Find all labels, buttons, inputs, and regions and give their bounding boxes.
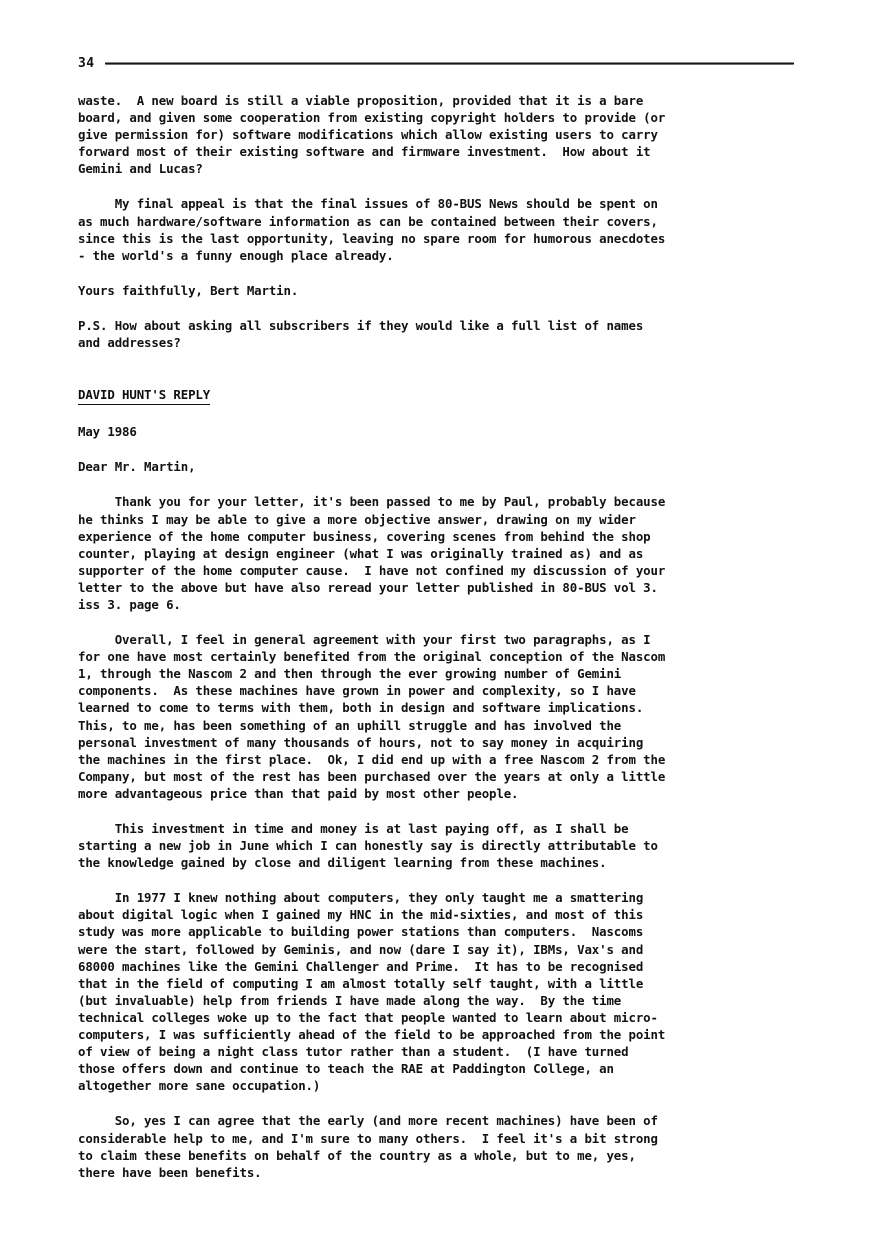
paragraph-spacer [78,475,808,493]
text-line: that in the field of computing I am almost totally self taught, with a little [78,975,644,991]
paragraph [78,889,808,1094]
text-line: - the world's a funny enough place already. [78,247,394,263]
text-line: give permission for) software modifications which allow existing users to carry [78,127,658,143]
text-line: experience of the home computer business, covering scenes from behind the shop [78,528,651,544]
paragraph [78,493,808,613]
text-line: to claim these benefits on behalf of the country as a whole, but to me, yes, [78,1147,636,1163]
text-line: board, and given some cooperation from existing copyright holders to provide (or [78,110,666,126]
text-line: considerable help to me, and I'm sure to many others. I feel it's a bit strong [78,1130,658,1146]
text-line: those offers down and continue to teach the RAE at Paddington College, an [78,1061,614,1077]
paragraph [78,631,808,802]
text-line: as much hardware/software information as can be contained between their covers, [78,213,658,229]
text-line: Company, but most of the rest has been purchased over the years at only a little [78,768,666,784]
paragraph-spacer [78,802,808,820]
text-line: supporter of the home computer cause. I have not confined my discussion of your [78,562,666,578]
text-line: starting a new job in June which I can honestly say is directly attributable to [78,838,658,854]
paragraph [78,458,808,475]
text-line: counter, playing at design engineer (what I was originally trained as) and as [78,545,644,561]
text-line: components. As these machines have grown in power and complexity, so I have [78,683,636,699]
paragraph-spacer [78,264,808,282]
text-line: 68000 machines like the Gemini Challenger and Prime. It has to be recognised [78,958,644,974]
text-line: Yours faithfully, Bert Martin. [78,282,299,298]
page-header [78,52,794,74]
header-rule-icon [105,62,794,65]
paragraph [78,820,808,871]
text-line: study was more applicable to building power stations than computers. Nascoms [78,924,644,940]
paragraph-spacer [78,299,808,317]
text-line: letter to the above but have also reread your letter published in 80-BUS vol 3. [78,579,658,595]
text-line: forward most of their existing software and firmware investment. How about it [78,144,651,160]
text-line: This, to me, has been something of an uphill struggle and has involved the [78,717,622,733]
text-line: more advantageous price than that paid by most other people. [78,785,519,801]
text-line: Gemini and Lucas? [78,161,203,177]
text-line: computers, I was sufficiently ahead of the field to be approached from the point [78,1027,666,1043]
text-line: of view of being a night class tutor rather than a student. (I have turned [78,1044,629,1060]
paragraph-spacer [78,351,808,385]
paragraph [78,1112,808,1180]
text-line: Dear Mr. Martin, [78,459,196,475]
text-line: waste. A new board is still a viable proposition, provided that it is a bare [78,93,644,108]
text-line: there have been benefits. [78,1164,262,1180]
paragraph-spacer [78,613,808,631]
document-body [78,92,808,1181]
text-line: May 1986 [78,424,137,440]
paragraph-spacer [78,405,808,423]
page-number: 34 [78,55,95,71]
text-line: since this is the last opportunity, leaving no spare room for humorous anecdotes [78,230,666,246]
text-line: the machines in the first place. Ok, I did end up with a free Nascom 2 from the [78,751,666,767]
paragraph [78,423,808,440]
text-line: about digital logic when I gained my HNC in the mid-sixties, and most of this [78,907,644,923]
paragraph-spacer [78,1094,808,1112]
text-line: This investment in time and money is at last paying off, as I shall be [78,821,629,836]
text-line: altogether more sane occupation.) [78,1078,321,1094]
heading-line [78,385,808,405]
text-line: he thinks I may be able to give a more objective answer, drawing on my wider [78,511,636,527]
heading-text: DAVID HUNT'S REPLY [78,386,210,405]
text-line: the knowledge gained by close and diligent learning from these machines. [78,855,607,871]
text-line: iss 3. page 6. [78,596,181,612]
paragraph [78,317,808,351]
section-heading [78,385,808,405]
paragraph-spacer [78,871,808,889]
text-line: (but invaluable) help from friends I have made along the way. By the time [78,992,622,1008]
text-line: Thank you for your letter, it's been passed to me by Paul, probably because [78,494,666,510]
text-line: My final appeal is that the final issues of 80-BUS News should be spent on [78,196,658,212]
text-line: for one have most certainly benefited from the original conception of the Nascom [78,649,666,665]
text-line: learned to come to terms with them, both in design and software implications. [78,700,644,716]
text-line: So, yes I can agree that the early (and more recent machines) have been of [78,1113,658,1129]
text-line: In 1977 I knew nothing about computers, they only taught me a smattering [78,890,644,906]
text-line: P.S. How about asking all subscribers if they would like a full list of names [78,317,644,333]
paragraph [78,92,808,177]
text-line: were the start, followed by Geminis, and now (dare I say it), IBMs, Vax's and [78,941,644,957]
paragraph [78,282,808,299]
text-line: Overall, I feel in general agreement with your first two paragraphs, as I [78,632,651,648]
text-line: technical colleges woke up to the fact that people wanted to learn about micro- [78,1009,658,1025]
paragraph-spacer [78,440,808,458]
text-line: 1, through the Nascom 2 and then through the ever growing number of Gemini [78,666,622,682]
paragraph [78,195,808,263]
paragraph-spacer [78,177,808,195]
text-line: and addresses? [78,335,181,351]
text-line: personal investment of many thousands of hours, not to say money in acquiring [78,734,644,750]
